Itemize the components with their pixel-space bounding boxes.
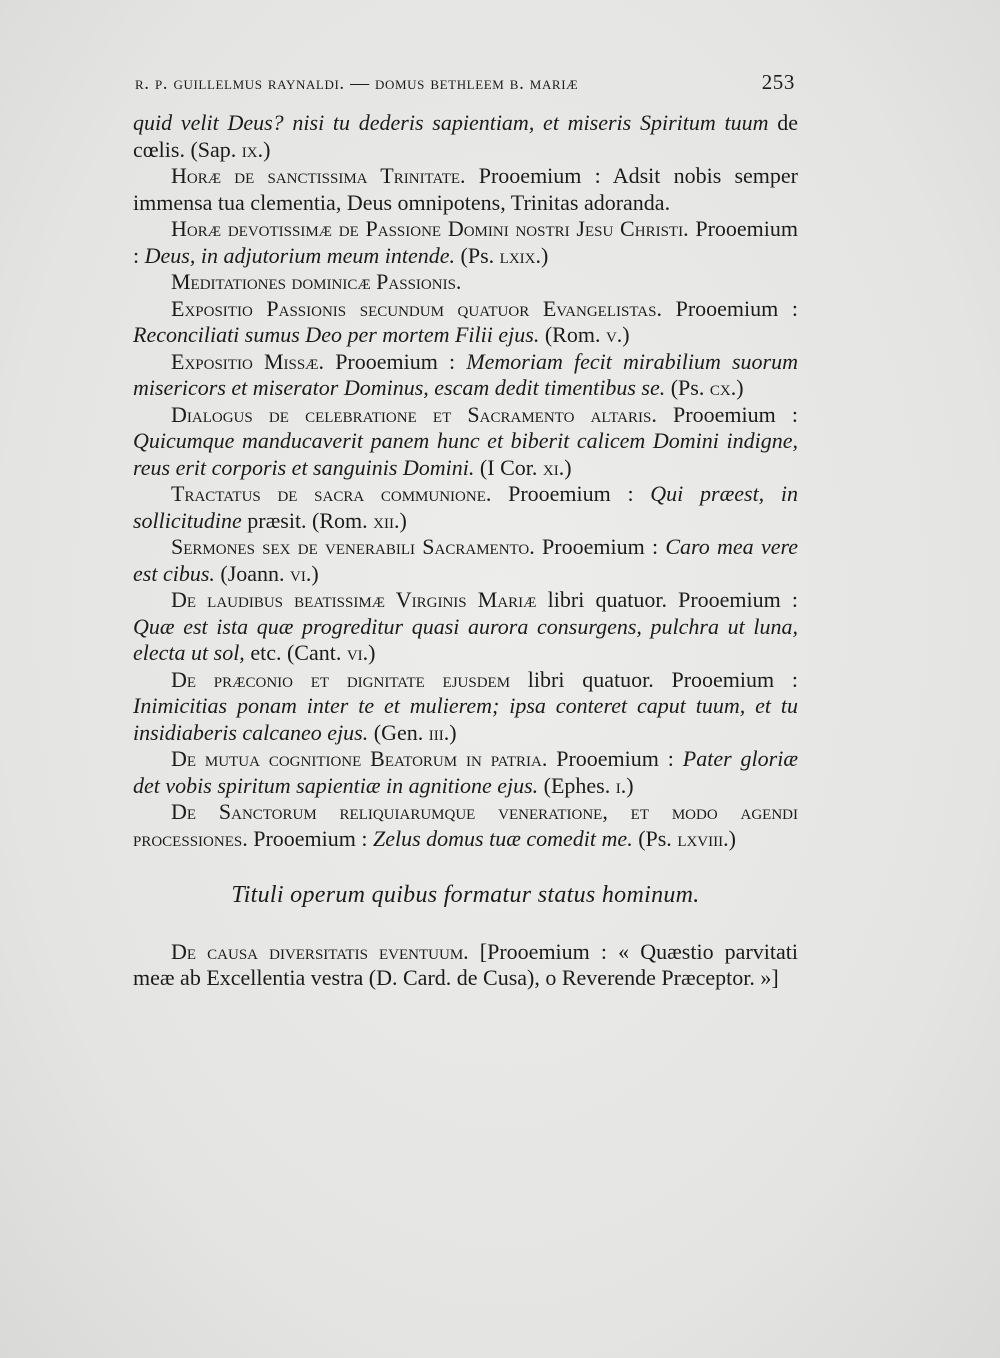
- entry-sermones: [133, 534, 798, 587]
- entry-text: libri quatuor. Prooemium :: [536, 587, 798, 612]
- entry-quote: Quicumque manducaverit panem hunc et biberit calicem Domini indigne, reus erit corporis et sanguinis Domini.: [133, 428, 798, 480]
- entry-quote: Memoriam fecit mirabilium suorum misericors et miserator Dominus, escam dedit timentibus se.: [133, 348, 799, 400]
- entry-text: (Joann.: [214, 560, 291, 586]
- entry-text: .): [362, 640, 376, 665]
- entry-de-causa: [133, 939, 798, 992]
- entry-text: .): [257, 136, 271, 162]
- entry-title: Tractatus de sacra communione.: [171, 481, 492, 506]
- page-number: 253: [761, 70, 795, 94]
- entry-text: [Prooemium : « Quæstio parvitati meæ ab Excellentia vestra (D. Card. de Cusa), o Reverende Præceptor. »]: [133, 938, 798, 990]
- entry-quote: Pater gloriæ det vobis spiritum sapientiæ in agnitione ejus.: [133, 746, 798, 798]
- running-header: [135, 70, 795, 95]
- entry-reference-numeral: lxviii: [677, 825, 724, 851]
- entry-text: libri quatuor. Prooemium :: [510, 666, 798, 692]
- entry-horae-passione: [133, 216, 798, 269]
- entry-title: Expositio Passionis secundum quatuor Evangelistas.: [171, 295, 662, 321]
- entry-title: Sermones sex de venerabili Sacramento.: [171, 534, 535, 559]
- entry-text: (Ps.: [455, 242, 500, 268]
- entry-title: Meditationes dominicæ Passionis.: [171, 269, 462, 294]
- entry-quote: Caro mea vere est cibus.: [133, 534, 798, 586]
- entry-text: .): [394, 507, 407, 533]
- entry-text: .): [730, 375, 744, 400]
- entry-expositio-missae: [133, 349, 798, 402]
- entry-text: (Ps.: [665, 375, 710, 400]
- entry-reference-numeral: cx: [709, 375, 731, 400]
- entry-text: etc. (Cant.: [244, 640, 347, 665]
- entry-title: Horæ de sanctissima Trinitate.: [171, 163, 466, 188]
- entry-text: (Gen.: [368, 719, 429, 745]
- entry-text: .): [305, 560, 319, 586]
- entry-meditationes: [133, 269, 798, 296]
- entry-reference-numeral: xi: [542, 454, 559, 480]
- entry-text: (Ephes.: [538, 772, 616, 798]
- entry-text: Prooemium :: [656, 401, 798, 427]
- entry-quote: Deus, in adjutorium meum intende.: [144, 242, 456, 268]
- entry-quote: Quæ est ista quæ progreditur quasi aurora consurgens, pulchra ut luna, electa ut sol,: [133, 613, 798, 665]
- entry-text: Prooemium :: [547, 746, 683, 771]
- entry-text: .): [558, 454, 572, 480]
- entry-quote: Inimicitias ponam inter te et mulierem; ipsa conteret caput tuum, et tu insidiaberis calcaneo ejus.: [133, 693, 798, 745]
- entry-text: Prooemium :: [491, 481, 651, 506]
- section-heading: Tituli operum quibus formatur status hominum.: [231, 882, 700, 908]
- entry-text: de cœlis. (Sap.: [133, 110, 799, 162]
- entry-quote: Reconciliati sumus Deo per mortem Filii ejus.: [133, 322, 540, 347]
- entry-reference-numeral: lxix: [499, 242, 536, 268]
- entry-title: De causa diversitatis eventuum.: [171, 938, 469, 964]
- entry-text: Prooemium :: [247, 825, 373, 851]
- entry-de-praeconio: [133, 667, 798, 747]
- entry-text: Prooemium :: [324, 348, 467, 374]
- entry-text: Prooemium :: [534, 534, 666, 559]
- entry-quote: quid velit Deus? nisi tu dederis sapientiam, et miseris Spiritum tuum: [133, 110, 769, 135]
- entry-text: (Ps.: [632, 825, 678, 851]
- entry-text: .): [535, 242, 549, 268]
- entry-title: Dialogus de celebratione et Sacramento altaris.: [171, 401, 657, 427]
- entry-text: Prooemium : Adsit nobis semper immensa tua clementia, Deus omnipotens, Trinitas adoranda.: [133, 163, 798, 215]
- entry-continuation: [133, 110, 798, 163]
- entry-quote: Zelus domus tuæ comedit me.: [372, 825, 633, 851]
- entry-reference-numeral: iii: [428, 719, 444, 745]
- entry-text: .): [723, 825, 736, 851]
- entry-text: (Rom.: [539, 322, 606, 347]
- entry-text: .): [620, 772, 634, 798]
- entry-text: .): [443, 719, 457, 745]
- entry-title: De Sanctorum reliquiarumque veneratione, et modo agendi processiones.: [133, 799, 798, 851]
- entry-quote: Qui præest, in sollicitudine: [133, 481, 798, 533]
- entry-title: De præconio et dignitate ejusdem: [171, 666, 511, 692]
- entry-de-laudibus: [133, 587, 798, 667]
- running-title: r. p. guillelmus raynaldi. — domus bethleem b. mariæ: [135, 73, 579, 94]
- entry-reference-numeral: xii: [373, 507, 394, 533]
- entry-reference-numeral: v: [605, 322, 617, 347]
- entry-text: .): [616, 322, 630, 347]
- entry-reference-numeral: ix: [241, 136, 258, 162]
- entry-text: Prooemium :: [661, 295, 798, 321]
- entry-reference-numeral: vi: [346, 640, 363, 665]
- entry-de-mutua-cognitione: [133, 746, 798, 799]
- entry-reference-numeral: i: [615, 772, 621, 798]
- entry-title: Horæ devotissimæ de Passione Domini nostri Jesu Christi.: [171, 216, 689, 241]
- entry-title: De mutua cognitione Beatorum in patria.: [171, 746, 548, 771]
- entry-reference-numeral: vi: [290, 560, 306, 586]
- entry-title: Expositio Missæ.: [171, 348, 325, 374]
- entry-title: De laudibus beatissimæ Virginis Mariæ: [171, 587, 537, 612]
- entry-expositio-passionis: [133, 296, 798, 349]
- entry-tractatus: [133, 481, 798, 534]
- entry-text: Prooemium :: [133, 216, 798, 268]
- entry-horae-trinitate: [133, 163, 798, 216]
- entry-dialogus: [133, 402, 798, 482]
- body-text: [133, 110, 798, 992]
- entry-text: (I Cor.: [474, 454, 543, 480]
- entry-de-sanctorum: [133, 799, 798, 852]
- entry-text: præsit. (Rom.: [241, 507, 374, 533]
